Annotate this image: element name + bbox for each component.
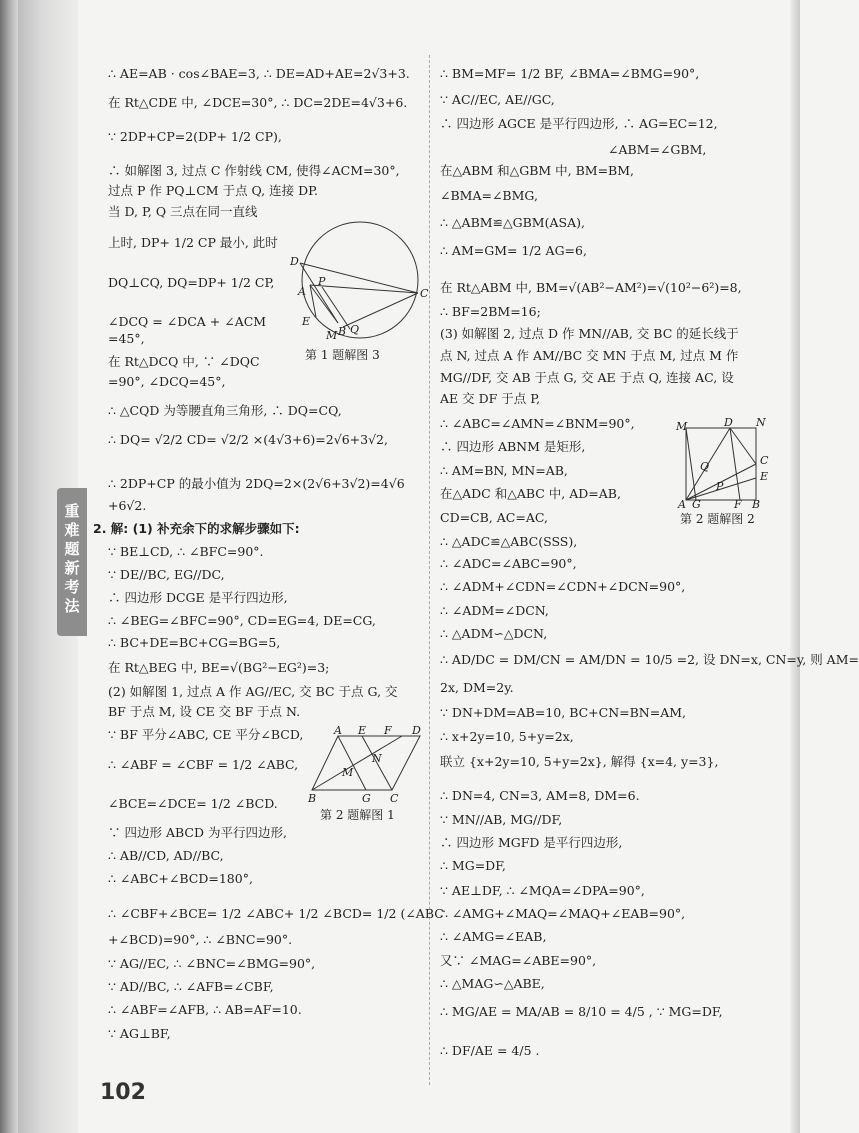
right-text-line: ∴ AD/DC = DM/CN = AM/DN = 10/5 =2, 设 DN=x, CN=y, 则 AM= [440,652,859,667]
left-text-line: ∴ ∠ABC+∠BCD=180°, [108,871,253,886]
fig1-label-C: C [390,792,399,805]
fig1-label-N: N [372,752,382,765]
fig3-label-D: D [290,255,299,268]
right-text-line: ∵ DN+DM=AB=10, BC+CN=BN=AM, [440,705,687,720]
right-text-line: ∴ MG=DF, [440,858,506,873]
fig3-label-Q: Q [350,323,360,336]
right-text-line: ∴ △ADC≌△ABC(SSS), [440,534,578,549]
fig2-label-F: F [734,498,742,511]
fig3-label-E: E [302,315,311,328]
right-text-line: ∴ AM=BN, MN=AB, [440,463,568,478]
side-tab-char: 考 [64,578,80,596]
fig3-label-C: C [420,287,429,300]
left-text-line: ∵ BE⊥CD, ∴ ∠BFC=90°. [108,544,264,559]
left-text-line: ∴ BC+DE=BC+CG=BG=5, [108,635,281,650]
right-text-line: (3) 如解图 2, 过点 D 作 MN//AB, 交 BC 的延长线于 [440,326,739,341]
figure-parallelogram-solution-1 [308,724,428,808]
fig3-label-P: P [318,275,326,288]
left-text-line: 过点 P 作 PQ⊥CM 于点 Q, 连接 DP. [108,183,318,198]
fig2-label-Q: Q [700,460,710,473]
left-text-line: ∴ △CQD 为等腰直角三角形, ∴ DQ=CQ, [108,403,342,418]
figure-rectangle-solution-2 [676,416,776,511]
left-text-line: ∵ 2DP+CP=2(DP+ 1/2 CP), [108,129,282,144]
page-right-edge [790,0,800,1133]
right-text-line: 联立 {x+2y=10, 5+y=2x}, 解得 {x=4, y=3}, [440,754,719,769]
right-text-line: ∴ 四边形 MGFD 是平行四边形, [440,835,623,850]
left-text-line: ∴ 四边形 DCGE 是平行四边形, [108,590,288,605]
right-text-line: ∴ 四边形 AGCE 是平行四边形, ∴ AG=EC=12, [440,116,718,131]
left-text-line: ∠DCQ = ∠DCA + ∠ACM [108,314,267,329]
right-text-line: ∴ 四边形 ABNM 是矩形, [440,439,586,454]
left-text-line: ∠BCE=∠DCE= 1/2 ∠BCD. [108,796,278,811]
fig1-label-A: A [334,724,342,737]
side-tab-char: 新 [64,559,80,577]
fig2-label-C: C [760,454,769,467]
fig1-label-M: M [342,766,354,779]
fig1-label-F: F [384,724,392,737]
left-text-line: ∴ AE=AB · cos∠BAE=3, ∴ DE=AD+AE=2√3+3. [108,66,410,81]
right-text-line: 在△ABM 和△GBM 中, BM=BM, [440,163,635,178]
fig3-label-M: M [326,329,338,342]
fig2-label-A: A [678,498,686,511]
side-tab-char: 难 [64,521,80,539]
left-text-line: 在 Rt△DCQ 中, ∵ ∠DQC [108,354,260,369]
left-text-line: ∴ DQ= √2/2 CD= √2/2 ×(4√3+6)=2√6+3√2, [108,432,388,447]
fig1-label-E: E [358,724,367,737]
fig2-label-B: B [752,498,761,511]
left-text-line: ∴ ∠ABF=∠AFB, ∴ AB=AF=10. [108,1002,302,1017]
fig3-label-B: B [338,325,347,338]
fig1-label-G: G [362,792,371,805]
right-text-line: 点 N, 过点 A 作 AM//BC 交 MN 于点 M, 过点 M 作 [440,348,739,363]
left-text-line: ∴ AB//CD, AD//BC, [108,848,224,863]
fig2-caption: 第 2 题解图 2 [680,512,755,526]
side-tab-char: 题 [64,540,80,558]
right-text-line: 在△ADC 和△ABC 中, AD=AB, [440,486,621,501]
left-text-line: (2) 如解图 1, 过点 A 作 AG//EC, 交 BC 于点 G, 交 [108,684,398,699]
fig2-label-E: E [760,470,769,483]
right-text-line: ∴ ∠AMG=∠EAB, [440,929,547,944]
left-text-line: 上时, DP+ 1/2 CP 最小, 此时 [108,235,278,250]
right-text-line: ∴ DN=4, CN=3, AM=8, DM=6. [440,788,640,803]
right-text-line: ∴ ∠ADM+∠CDN=∠CDN+∠DCN=90°, [440,579,686,594]
left-text-line: ∵ BF 平分∠ABC, CE 平分∠BCD, [108,727,304,742]
left-text-line: 在 Rt△CDE 中, ∠DCE=30°, ∴ DC=2DE=4√3+6. [108,95,408,110]
left-text-line: 在 Rt△BEG 中, BE=√(BG²−EG²)=3; [108,660,330,675]
right-text-line: ∴ △ABM≌△GBM(ASA), [440,215,585,230]
right-text-line: ∴ MG/AE = MA/AB = 8/10 = 4/5 , ∵ MG=DF, [440,1004,723,1019]
left-text-line: DQ⊥CQ, DQ=DP+ 1/2 CP, [108,275,275,290]
left-text-line: ∴ ∠ABF = ∠CBF = 1/2 ∠ABC, [108,757,299,772]
left-text-line: ∴ ∠BEG=∠BFC=90°, CD=EG=4, DE=CG, [108,613,376,628]
left-text-line: =45°, [108,331,145,346]
fig2-label-D: D [724,416,733,429]
right-text-line: CD=CB, AC=AC, [440,510,548,525]
right-text-line: ∴ ∠ABC=∠AMN=∠BNM=90°, [440,416,635,431]
left-text-line: ∵ AD//BC, ∴ ∠AFB=∠CBF, [108,979,274,994]
right-text-line: ∴ AM=GM= 1/2 AG=6, [440,243,587,258]
left-text-line: ∵ AG//EC, ∴ ∠BNC=∠BMG=90°, [108,956,316,971]
left-text-line: ∵ AG⊥BF, [108,1026,171,1041]
right-text-line: ∴ DF/AE = 4/5 . [440,1043,540,1058]
right-text-line: ∠ABM=∠GBM, [608,142,707,157]
fig1-label-B: B [308,792,317,805]
right-text-line: ∴ ∠ADC=∠ABC=90°, [440,556,577,571]
right-text-line: ∴ △MAG∽△ABE, [440,976,545,991]
right-text-line: MG//DF, 交 AB 于点 G, 交 AE 于点 Q, 连接 AC, 设 [440,370,734,385]
right-text-line: ∴ BM=MF= 1/2 BF, ∠BMA=∠BMG=90°, [440,66,700,81]
left-text-line: +6√2. [108,498,147,513]
left-text-line: 2. 解: (1) 补充余下的求解步骤如下: [93,521,300,536]
right-text-line: 在 Rt△ABM 中, BM=√(AB²−AM²)=√(10²−6²)=8, [440,280,742,295]
side-tab-char: 重 [64,502,80,520]
left-text-line: ∵ DE//BC, EG//DC, [108,567,225,582]
left-text-line: =90°, ∠DCQ=45°, [108,374,226,389]
fig2-label-N: N [756,416,766,429]
page-binding-shadow [0,0,18,1133]
right-text-line: ∠BMA=∠BMG, [440,188,538,203]
fig1-label-D: D [412,724,421,737]
fig2-label-P: P [716,480,724,493]
fig3-label-A: A [298,285,306,298]
right-text-line: ∵ MN//AB, MG//DF, [440,812,563,827]
side-tab-char: 法 [64,597,80,615]
left-text-line: +∠BCD)=90°, ∴ ∠BNC=90°. [108,932,293,947]
section-side-tab [57,488,87,636]
fig2-label-M: M [676,420,688,433]
right-text-line: ∴ ∠ADM=∠DCN, [440,603,549,618]
right-text-line: ∴ ∠AMG+∠MAQ=∠MAQ+∠EAB=90°, [440,906,686,921]
left-text-line: ∴ 如解图 3, 过点 C 作射线 CM, 使得∠ACM=30°, [108,163,400,178]
right-text-line: 2x, DM=2y. [440,680,514,695]
right-text-line: ∵ AE⊥DF, ∴ ∠MQA=∠DPA=90°, [440,883,645,898]
right-text-line: AE 交 DF 于点 P, [440,391,541,406]
fig1-caption: 第 2 题解图 1 [320,808,395,822]
right-text-line: 又∵ ∠MAG=∠ABE=90°, [440,953,597,968]
left-text-line: 当 D, P, Q 三点在同一直线 [108,204,258,219]
page-number: 102 [100,1080,146,1105]
left-text-line: BF 于点 M, 设 CE 交 BF 于点 N. [108,704,301,719]
right-text-line: ∵ AC//EC, AE//GC, [440,92,555,107]
column-divider [429,55,430,1085]
left-text-line: ∴ 2DP+CP 的最小值为 2DQ=2×(2√6+3√2)=4√6 [108,476,405,491]
fig3-caption: 第 1 题解图 3 [305,348,380,362]
right-text-line: ∴ △ADM∽△DCN, [440,626,548,641]
right-text-line: ∴ BF=2BM=16; [440,304,541,319]
left-text-line: ∵ 四边形 ABCD 为平行四边形, [108,825,287,840]
right-text-line: ∴ x+2y=10, 5+y=2x, [440,729,574,744]
fig2-label-G: G [692,498,701,511]
left-text-line: ∴ ∠CBF+∠BCE= 1/2 ∠ABC+ 1/2 ∠BCD= 1/2 (∠ABC [108,906,444,921]
figure-circle-solution-3 [288,205,428,365]
